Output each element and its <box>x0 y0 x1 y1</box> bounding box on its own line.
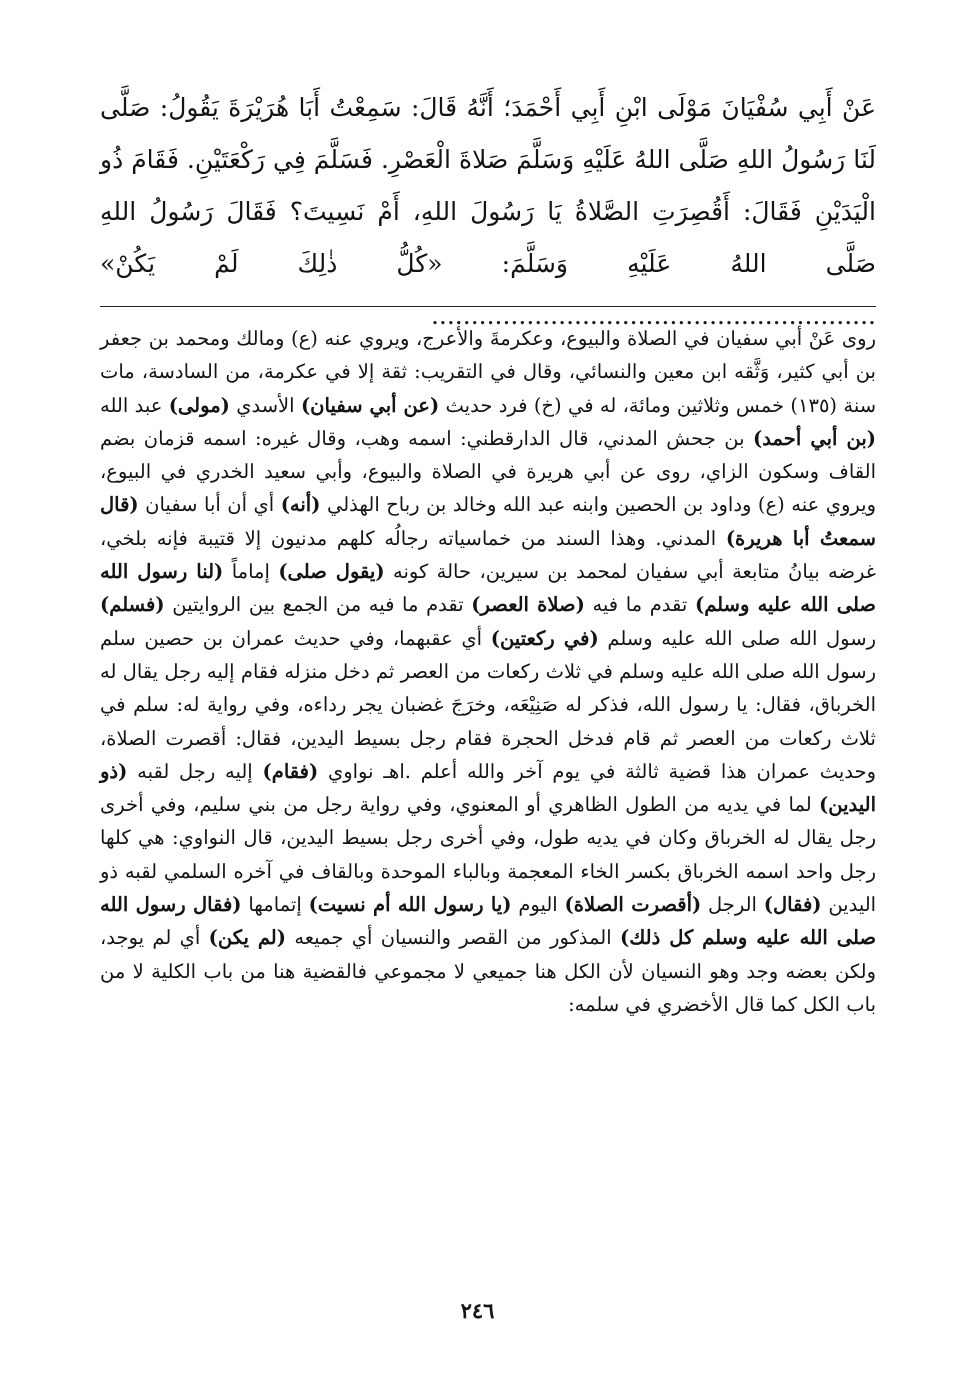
commentary-bold-segment: (ذو اليدين) <box>100 759 876 817</box>
commentary-bold-segment: (صلاة العصر) <box>471 593 585 617</box>
commentary-segment: رسول الله صلى الله عليه وسلم <box>607 626 877 650</box>
commentary-segment: اليوم <box>518 893 558 917</box>
commentary-segment: لما في يديه من الطول الظاهري أو المعنوي، وفي رواية رجل من بني سليم، وفي أخرى رجل يقال له الخرباق وكان في يديه طول، وفي أخرى رجل بسيط اليدين، قال النواوي: هي كلها رجل واحد اسمه الخرباق بكسر الخاء المعجمة وبالباء الموحدة وبالقاف في آخره السلمي لقبه ذو اليدين <box>100 793 877 917</box>
commentary-bold-segment: (أنه) <box>280 493 321 517</box>
commentary-segment: الرجل <box>708 893 757 917</box>
commentary-bold-segment: (فقام) <box>262 759 319 783</box>
commentary-bold-segment: (لنا رسول الله صلى الله عليه وسلم) <box>100 560 876 617</box>
commentary-segment: بن جحش المدني، قال الدارقطني: اسمه وهب، وقال غيره: اسمه قزمان بضم القاف وسكون الزاي، روى عن أبي هريرة في الصلاة والبيوع، وأبي سعيد الخدري في البيوع، ويروي عنه (ع) وداود بن الحصين وابنه عبد الله وخالد بن رباح الهذلي <box>100 426 877 517</box>
commentary-bold-segment: (مولى) <box>168 393 230 417</box>
commentary-text <box>100 322 876 1021</box>
commentary-bold-segment: (قال سمعتُ أبا هريرة) <box>100 493 877 550</box>
commentary-segment: تقدم ما فيه من الجمع بين الروايتين <box>172 593 464 617</box>
commentary-segment: إتمامها <box>248 893 302 917</box>
commentary-bold-segment: (عن أبي سفيان) <box>300 393 440 417</box>
commentary-segment: تقدم ما فيه <box>592 593 688 617</box>
commentary-segment: المدني. وهذا السند من خماسياته رجالُه كلهم مدنيون إلا قتيبة فإنه بلخي، غرضه بيانُ متابعة أبي سفيان لمحمد بن سيرين، حالة كونه <box>100 526 877 584</box>
commentary-bold-segment: (في ركعتين) <box>490 626 599 650</box>
commentary-segment: إليه رجل لقبه <box>137 759 253 783</box>
page-number: ٢٤٦ <box>460 1298 495 1323</box>
commentary-bold-segment: (يا رسول الله أم نسيت) <box>308 893 512 917</box>
commentary-segment: عبد الله <box>100 393 163 417</box>
commentary-segment: أي أن أبا سفيان <box>145 493 275 517</box>
commentary-segment: أي لم يوجد، ولكن بعضه وجد وهو النسيان لأن الكل هنا جميعي لا مجموعي فالقضية هنا من باب الكلية لا من باب الكل كما قال الأخضري في سلمه: <box>100 926 876 1016</box>
commentary-bold-segment: (فقال رسول الله صلى الله عليه وسلم كل ذلك) <box>100 893 877 950</box>
commentary-bold-segment: (فسلم) <box>100 593 165 617</box>
footnote-divider <box>100 306 876 307</box>
commentary-bold-segment: (فقال) <box>763 893 822 917</box>
hadith-text: عَنْ أَبِي سُفْيَانَ مَوْلَى ابْنِ أَبِي أَحْمَدَ؛ أَنَّهُ قَالَ: سَمِعْتُ أَبَا هُرَيْرَةَ يَقُولُ: صَلَّى لَنَا رَسُولُ اللهِ صَلَّى اللهُ عَلَيْهِ وَسَلَّمَ صَلاةَ الْعَصْرِ. فَسَلَّمَ فِي رَكْعَتَيْنِ. فَقَامَ ذُو الْيَدَيْنِ فَقَالَ: أَقُصِرَتِ الصَّلاةُ يَا رَسُولَ اللهِ، أَمْ نَسِيتَ؟ فَقَالَ رَسُولُ اللهِ صَلَّى اللهُ عَلَيْهِ وَسَلَّمَ: «كُلُّ ذٰلِكَ لَمْ يَكُنْ» ........................................................ <box>100 93 876 330</box>
commentary-bold-segment: (يقول صلى) <box>278 560 385 584</box>
commentary-segment: روى عَنْ أبي سفيان في الصلاة والبيوع، وعكرمةَ والأعرج، ويروي عنه (ع) ومالك ومحمد بن جعفر بن أبي كثير، وَثَّقه ابن معين والنسائي، وقال في التقريب: ثقة إلا في عكرمة، من السادسة، مات سنة (١٣٥) خمس وثلاثين ومائة، له في (خ) فرد حديث <box>100 327 877 417</box>
commentary-segment: إماماً <box>231 560 270 584</box>
commentary-bold-segment: (بن أبي أحمد) <box>753 426 877 450</box>
commentary-segment: المذكور من القصر والنسيان أي جميعه <box>294 926 612 950</box>
commentary-segment: أي عقبهما، وفي حديث عمران بن حصين سلم رسول الله صلى الله عليه وسلم في ثلاث ركعات من العصر ثم دخل منزله فقام إليه رجل يقال له الخرباق، فقال: يا رسول الله، فذكر له صَنِيْعَه، وخرَجَ غضبان يجر رداءه، وفي رواية له: سلم في ثلاث ركعات من العصر ثم قام فدخل الحجرة فقام رجل بسيط اليدين، فقال: أقصرت الصلاة، وحديث عمران هذا قضية ثالثة في يوم آخر والله أعلم .اهـ نواوي <box>100 626 877 783</box>
commentary-bold-segment: (أقصرت الصلاة) <box>564 893 702 917</box>
commentary-bold-segment: (لم يكن) <box>208 926 286 950</box>
commentary-segment: الأسدي <box>236 393 295 417</box>
